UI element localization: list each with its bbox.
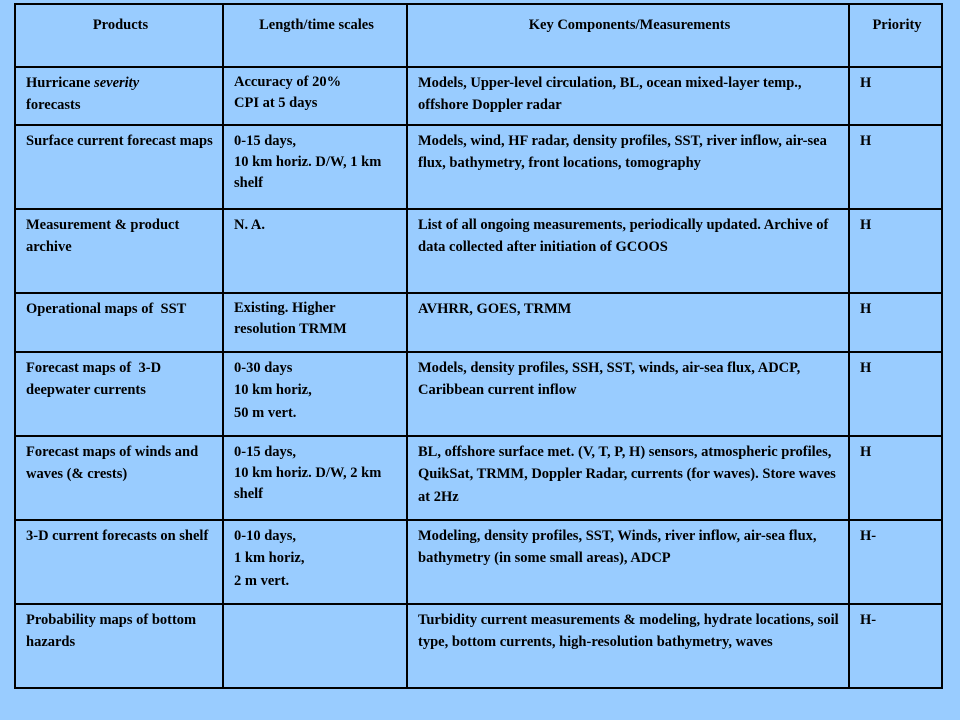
priority-cell: H- [849,604,942,688]
product-cell [15,67,223,125]
scales-line: 0-15 days, [234,444,297,460]
product-cell: Surface current forecast maps [15,125,223,209]
products-table [14,3,943,689]
product-cell [15,293,223,352]
scales-line: 0-10 days, [234,528,297,544]
header-key-components: Key Components/Measurements [407,4,849,67]
components-cell: Models, wind, HF radar, density profiles, SST, river inflow, air-sea flux, bathymetry, front locations, tomography [407,125,849,209]
product-cell [15,352,223,436]
scales-line: 2 m vert. [234,572,290,589]
header-priority: Priority [849,4,942,67]
components-cell: BL, offshore surface met. (V, T, P, H) sensors, atmospheric profiles, QuikSat, TRMM, Doppler Radar, currents (for waves). Store waves at 2Hz [407,436,849,520]
scales-cell [223,293,407,352]
table-row [15,436,942,520]
scales-cell [223,604,407,688]
priority-cell: H- [849,520,942,604]
product-emphasis: severity [94,75,140,91]
priority-cell: H [849,352,942,436]
components-cell: Modeling, density profiles, SST, Winds, river inflow, air-sea flux, bathymetry (in some small areas), ADCP [407,520,849,604]
priority-cell: H [849,67,942,125]
product-text: Hurricane [26,75,95,91]
scales-cell [223,67,407,125]
components-cell: Models, density profiles, SSH, SST, winds, air-sea flux, ADCP, Caribbean current inflow [407,352,849,436]
product-cell: Probability maps of bottom hazards [15,604,223,688]
scales-line: Accuracy of 20% [234,74,342,90]
table-row [15,604,942,688]
priority-cell: H [849,209,942,293]
priority-cell: H [849,293,942,352]
scales-line: 50 m vert. [234,404,297,421]
product-text: forecasts [26,97,81,114]
scales-cell [223,520,407,604]
product-text: Operational maps of SST [26,301,187,317]
scales-line: 1 km horiz, [234,550,305,567]
table-row [15,352,942,436]
scales-line: 10 km horiz. D/W, 1 km shelf [234,154,382,192]
priority-cell: H [849,125,942,209]
components-cell: Turbidity current measurements & modeling, hydrate locations, soil type, bottom currents, high-resolution bathymetry, waves [407,604,849,688]
scales-cell [223,352,407,436]
table-row [15,209,942,293]
scales-cell [223,209,407,293]
product-cell: Forecast maps of winds and waves (& crests) [15,436,223,520]
components-cell: AVHRR, GOES, TRMM [407,293,849,352]
product-text: Forecast maps of 3-D deepwater currents [26,360,169,399]
header-row [15,4,942,67]
header-length-time-scales: Length/time scales [223,4,407,67]
scales-line: Existing. Higher resolution TRMM [234,300,347,338]
product-cell: 3-D current forecasts on shelf [15,520,223,604]
scales-line: 10 km horiz. D/W, 2 km shelf [234,465,382,503]
table-row [15,67,942,125]
scales-line: CPI at 5 days [234,95,318,112]
scales-line: N. A. [234,217,266,233]
header-products: Products [15,4,223,67]
product-cell: Measurement & product archive [15,209,223,293]
components-cell: List of all ongoing measurements, periodically updated. Archive of data collected after initiation of GCOOS [407,209,849,293]
scales-line: 0-30 days [234,360,293,376]
table-row [15,520,942,604]
scales-cell [223,436,407,520]
scales-cell [223,125,407,209]
scales-line: 10 km horiz, [234,382,312,399]
scales-line: 0-15 days, [234,133,297,149]
table-row [15,293,942,352]
components-cell: Models, Upper-level circulation, BL, ocean mixed-layer temp., offshore Doppler radar [407,67,849,125]
priority-cell: H [849,436,942,520]
table-row [15,125,942,209]
